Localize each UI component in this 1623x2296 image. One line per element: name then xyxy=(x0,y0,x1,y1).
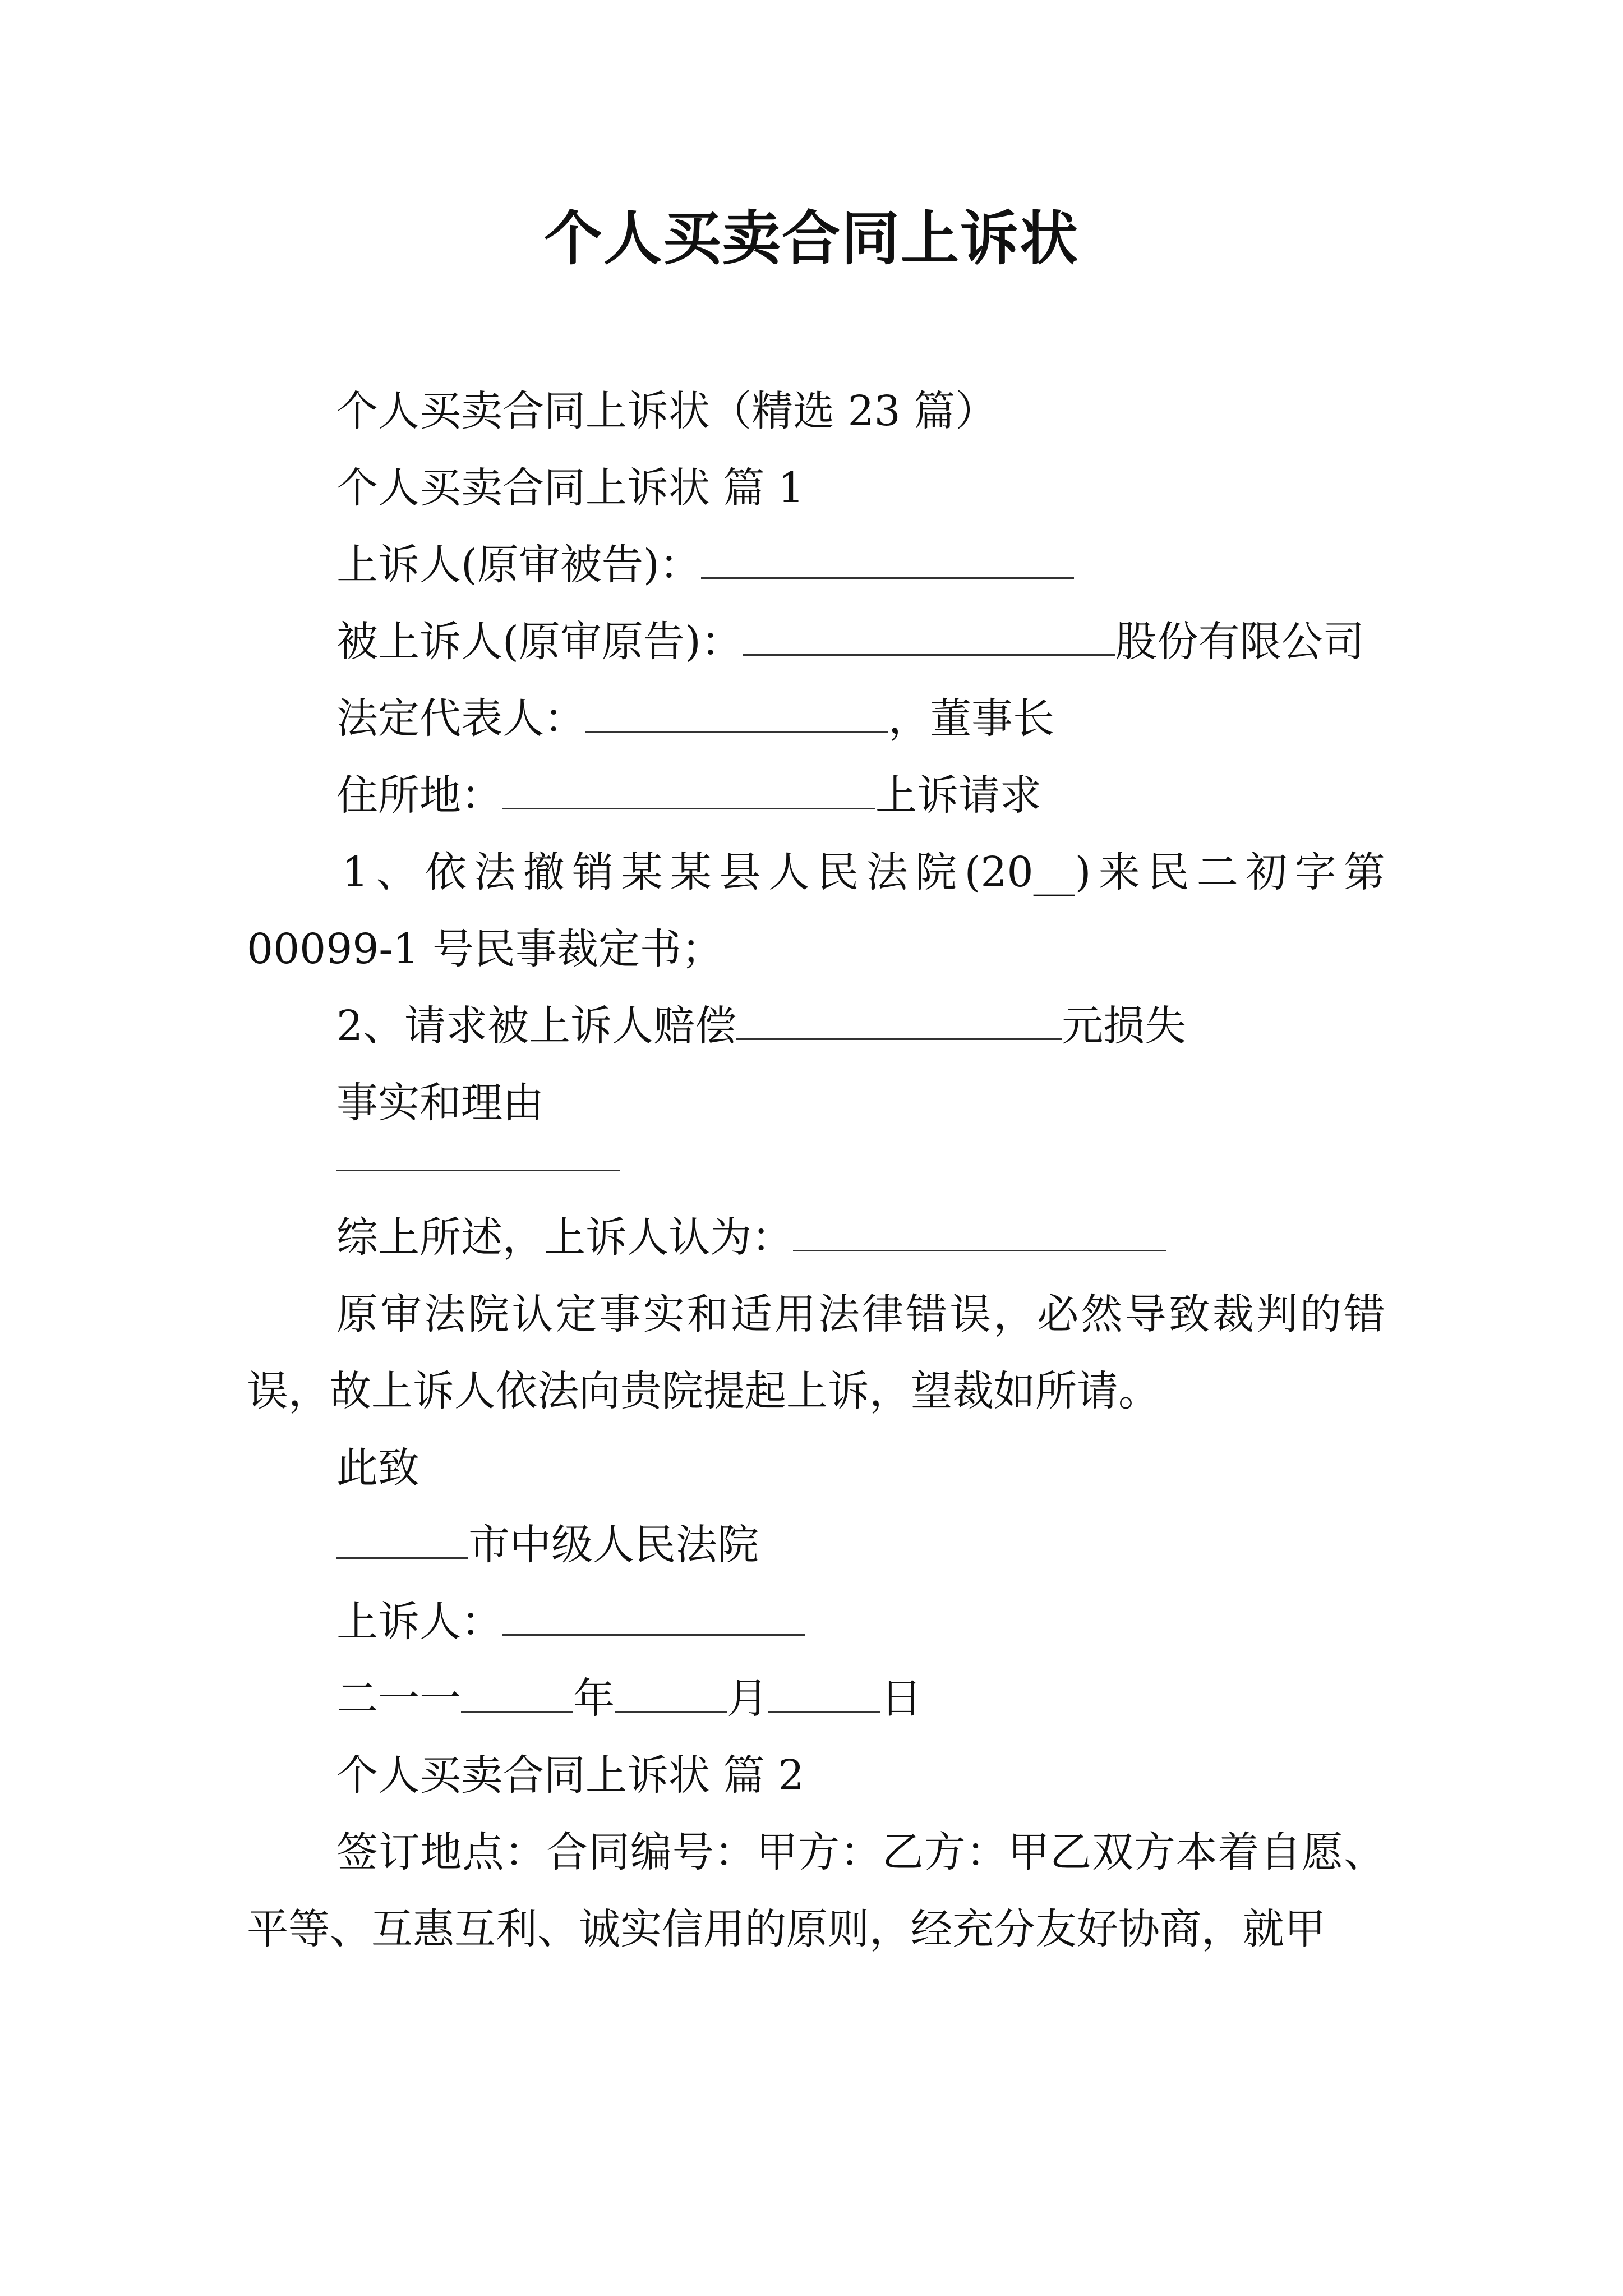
appellant-label: 上诉人(原审被告)： xyxy=(336,541,701,589)
signature-label: 上诉人： xyxy=(336,1598,502,1646)
conclusion-label: 综上所述，上诉人认为： xyxy=(336,1213,793,1262)
paragraph-salutation: 此致 xyxy=(336,1444,419,1492)
day-label: 日 xyxy=(880,1674,922,1723)
request-2-label: 2、请求被上诉人赔偿 xyxy=(336,1002,737,1050)
paragraph-appellee xyxy=(247,604,1385,680)
appeal-request-heading: 上诉请求 xyxy=(875,771,1041,820)
facts-blank-line xyxy=(336,1142,620,1171)
appellee-suffix: 股份有限公司 xyxy=(1115,618,1364,666)
request-2-suffix: 元损失 xyxy=(1062,1002,1187,1050)
paragraph-legal-rep xyxy=(247,680,1385,757)
conclusion-blank xyxy=(793,1211,1166,1251)
paragraph-reason: 原审法院认定事实和适用法律错误，必然导致裁判的错误，故上诉人依法向贵院提起上诉，望裁如所请。 xyxy=(247,1290,1385,1415)
month-blank xyxy=(615,1672,727,1713)
legal-rep-suffix: ，董事长 xyxy=(888,694,1054,743)
paragraph-contract-intro: 签订地点：合同编号：甲方：乙方：甲乙双方本着自愿、平等、互惠互利、诚实信用的原则，经充分友好协商，就甲 xyxy=(247,1828,1385,1953)
date-prefix: 二一一 xyxy=(336,1674,461,1723)
document-title: 个人买卖合同上诉状 xyxy=(543,204,1079,273)
paragraph-date xyxy=(247,1660,1385,1737)
paragraph-address xyxy=(247,757,1385,834)
month-label: 月 xyxy=(727,1674,768,1723)
paragraph-conclusion xyxy=(247,1199,1385,1276)
document-body xyxy=(247,373,1385,1968)
appellee-label: 被上诉人(原审原告)： xyxy=(336,618,743,666)
paragraph-section-1: 个人买卖合同上诉状 篇 1 xyxy=(336,464,805,512)
paragraph-appellant xyxy=(247,527,1385,604)
paragraph-facts-heading: 事实和理由 xyxy=(336,1079,544,1127)
paragraph-court xyxy=(247,1507,1385,1584)
appellee-blank xyxy=(743,615,1115,656)
signature-blank xyxy=(502,1595,805,1636)
paragraph-section-2: 个人买卖合同上诉状 篇 2 xyxy=(336,1751,805,1800)
compensation-blank xyxy=(736,999,1062,1040)
paragraph-request-1: 1、依法撤销某某县人民法院(20__)来民二初字第 00099-1 号民事裁定书； xyxy=(247,848,1385,973)
paragraph-subtitle: 个人买卖合同上诉状（精选 23 篇） xyxy=(336,387,997,435)
court-city-blank xyxy=(336,1518,468,1559)
paragraph-request-2 xyxy=(247,988,1385,1065)
legal-rep-blank xyxy=(585,692,888,733)
address-blank xyxy=(502,769,875,809)
day-blank xyxy=(768,1672,880,1713)
court-name: 市中级人民法院 xyxy=(468,1521,759,1569)
paragraph-signature xyxy=(247,1584,1385,1660)
appellant-blank xyxy=(701,538,1074,579)
legal-rep-label: 法定代表人： xyxy=(336,694,585,743)
address-label: 住所地： xyxy=(336,771,502,820)
year-label: 年 xyxy=(573,1674,615,1723)
year-blank xyxy=(461,1672,573,1713)
